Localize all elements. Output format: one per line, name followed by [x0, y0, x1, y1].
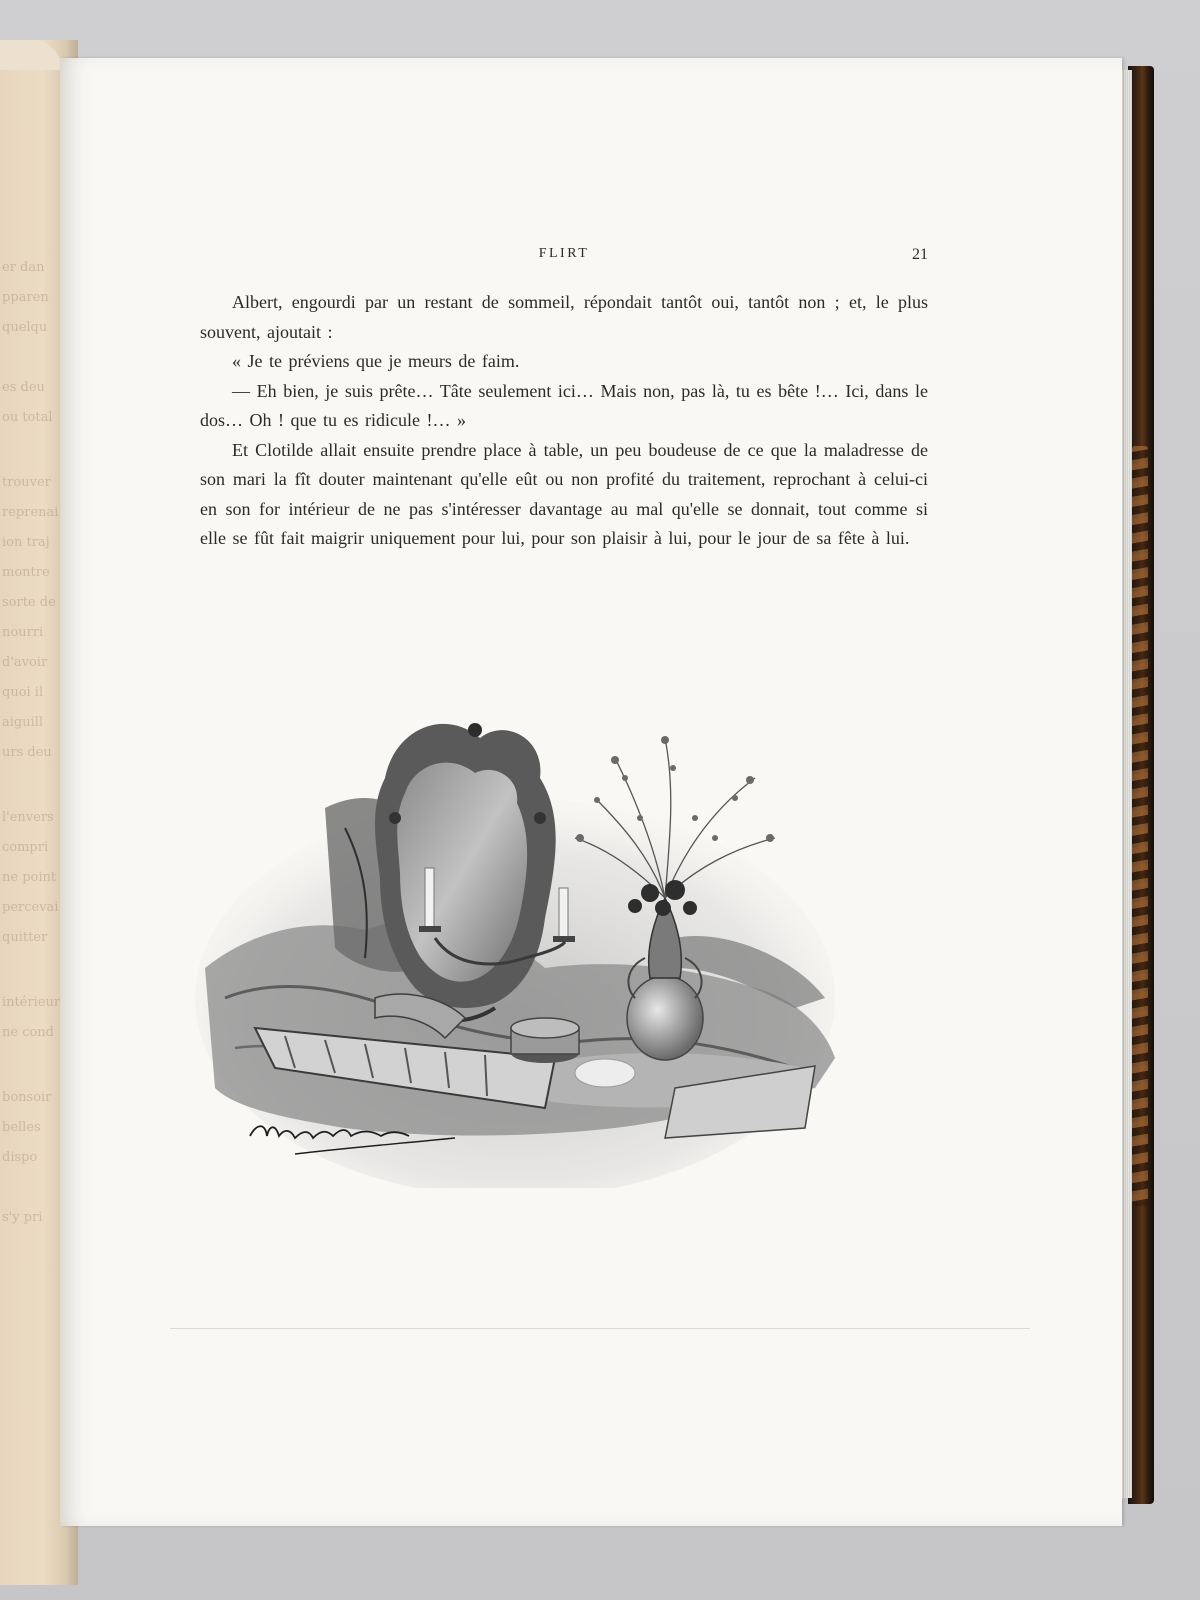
bleed-line: quoi il — [2, 685, 44, 700]
bleed-line: pparen — [2, 290, 49, 305]
bleed-line: dispo — [2, 1150, 38, 1165]
bleed-line: es deu — [2, 380, 45, 395]
bleed-line: reprenai — [2, 505, 59, 520]
bleed-line: belles — [2, 1120, 41, 1135]
bleed-line: sorte de — [2, 595, 56, 610]
book-page — [60, 58, 1122, 1526]
bleed-line: er dan — [2, 260, 45, 275]
bleed-line: ne cond — [2, 1025, 54, 1040]
plate-mark — [170, 1328, 1030, 1329]
bleed-line: ne point — [2, 870, 57, 885]
paragraph: « Je te préviens que je meurs de faim. — [232, 351, 520, 371]
bleed-line: montre — [2, 565, 50, 580]
paragraph: Albert, engourdi par un restant de sommeil, répondait tantôt oui, tantôt non ; et, le plus souvent, ajoutait : — [200, 292, 928, 342]
paragraph: — Eh bien, je suis prête… Tâte seulement ici… Mais non, pas là, tu es bête !… Ici, dans le dos… Oh ! que tu es ridicule !… » — [200, 380, 928, 430]
still-life-illustration — [195, 668, 855, 1188]
bleed-line: percevai — [2, 900, 59, 915]
bleed-line: quitter — [2, 930, 48, 945]
page-number: 21 — [912, 246, 928, 263]
bleed-line: bonsoir — [2, 1090, 52, 1105]
bleed-line: quelqu — [2, 320, 48, 335]
bleed-line: compri — [2, 840, 49, 855]
body-text — [200, 288, 928, 554]
running-head — [200, 246, 928, 270]
bleed-line: s'y pri — [2, 1210, 43, 1225]
paragraph: Et Clotilde allait ensuite prendre place à table, un peu boudeuse de ce que la maladresse de son mari la fît douter maintenant qu'elle eût ou non profité du traitement, reprochant à celui-ci en son for intérieur de ne pas s'intéresser davantage au mal qu'elle se donnait, tout comme si elle se fût fait maigrir uniquement pour lui, pour son plaisir à lui, pour le jour de sa fête à lui. — [200, 439, 928, 548]
running-title: FLIRT — [538, 246, 590, 261]
bleed-line: intérieur — [2, 995, 61, 1010]
bleed-line: nourri — [2, 625, 44, 640]
bleed-line: urs deu — [2, 745, 52, 760]
bleed-line: aiguill — [2, 715, 44, 730]
bleed-line: ou total — [2, 410, 53, 425]
bleed-line: d'avoir — [2, 655, 48, 670]
bleed-line: l'envers — [2, 810, 54, 825]
bleed-line: ion traj — [2, 535, 50, 550]
bleed-line: trouver — [2, 475, 51, 490]
